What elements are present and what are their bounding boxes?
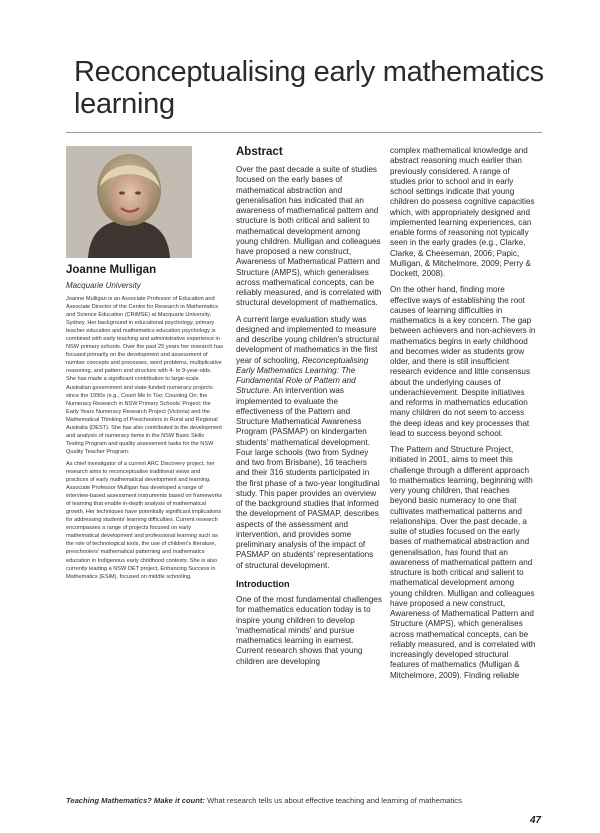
author-name: Joanne Mulligan [66,264,157,276]
body-paragraph: complex mathematical knowledge and abstract reasoning much earlier than previously considered. A range of studies prior to school and in early school settings indicate that young children do possess cognitive capacities which, with appropriately designed and implemented learning experiences, can enable forms of reasoning not typically seen in the early grades (e.g., Clarke, Clarke, & Cheeseman, 2006; Papic, Mulligan, & Mitchelmore, 2009; Perry & Dockett, 2008). [390,146,535,278]
author-bio [66,295,223,581]
text-column-2 [390,146,536,681]
body-paragraph: The Pattern and Structure Project, initiated in 2001, aims to meet this challenge through a different approach to mathematics learning, beginning with very young children, that reaches beyond basic numeracy to one that cultivates mathematical patterns and relationships. Over the past decade, a suite of studies focused on the early bases of mathematical abstraction and generalisation, has found that an awareness of mathematical pattern and structure is both critical and salient to mathematical development among young children. Mulligan and colleagues have proposed a new construct, Awareness of Mathematical Pattern and Structure (AMPS), which generalises across mathematical concepts, can be reliably measured, and is correlated with increasingly developed structural features of mathematics (Mulligan & Mitchelmore, 2009). Finding reliable [390,445,536,680]
abstract-paragraph: A current large evaluation study was designed and implemented to measure and describe young children's structural development of mathematics in the first year of schooling, Reconceptualising Early Mathematics Learning: The Fundamental Role of Pattern and Structure. An intervention was implemented to evaluate the effectiveness of the Pattern and Structure Mathematical Awareness Program (PASMAP) on kindergarten students' mathematical development. Four large schools (two from Sydney and two from Brisbane), 16 teachers and their 316 students participated in the first phase of a two-year longitudinal study. This paper provides an overview of the background studies that informed the development of PASMAP, describes aspects of the assessment and intervention, and provides some preliminary analysis of the impact of PASMAP on students' representations of structural development. [236,314,380,570]
author-affiliation: Macquarie University [66,281,141,290]
author-portrait-icon [66,146,192,258]
abstract-heading: Abstract [236,146,283,158]
title-divider [66,132,542,133]
bio-paragraph: Joanne Mulligan is an Associate Professor of Education and Associate Director of the Centre for Research in Mathematics and Science Education (CRiMSE) at Macquarie University, Sydney. Her background in educational psychology, primary teacher education and mathematics education psychology is combined with early teaching and administrative experience in NSW primary schools. Over the past 25 years her research has focused primarily on the development and assessment of number concepts and processes, word problems, multiplicative reasoning, and pattern and structure with 4- to 9-year-olds. She has made a significant contribution to large-scale Australian government and state-funded numeracy projects since the 1990s (e.g., Count Me In Too; Counting On; the Numeracy Research in NSW Primary Schools' Project; the Early Years Numeracy Research Project (Victoria) and the Mathematical Thinking of Preschoolers in Rural and Regional Australia (DEST). She has also contributed to the development and analysis of numeracy items in the NSW Basic Skills Testing Program and quality assessment tasks for the NSW Quality Teacher Program. [66,296,223,455]
abstract-paragraph: Over the past decade a suite of studies focused on the early bases of mathematical abstraction and generalisation has indicated that an awareness of mathematical pattern and structure is both critical and salient to mathematical development among young children. Mulligan and colleagues have proposed a new construct, Awareness of Mathematical Pattern and Structure (AMPS), which generalises across mathematical concepts, can be reliably measured, and is correlated with structural development of mathematics. [236,165,382,308]
introduction-paragraph: One of the most fundamental challenges for mathematics education today is to inspire young children to develop 'mathematical minds' and pursue mathematics learning in earnest. Current research shows that young children are developing [236,595,382,666]
running-footer: Teaching Mathematics? Make it count: What research tells us about effective teaching and learning of mathematics [66,796,462,805]
bio-paragraph: As chief investigator of a current ARC Discovery project, her research aims to reconceptualise traditional views and practices of early mathematical development and learning. Associate Professor Mulligan has developed a range of interview-based assessment instruments based on frameworks of learning that enable in-depth analysis of mathematical growth. Her techniques have potentially significant implications for addressing students' learning difficulties. Current research encompasses a range of projects focused on early mathematical development and professional learning such as the role of technological tools, the use of children's literature, preschoolers' mathematical patterning and mathematics education in Indigenous early childhood contexts. She is also currently leading a NSW DET project, Enhancing Success in Mathematics (ESiM), focused on middle schooling. [66,460,223,580]
study-title: Reconceptualising Early Mathematics Learning: The Fundamental Role of Pattern and Structure [236,355,369,396]
body-paragraph: On the other hand, finding more effective ways of establishing the root causes of learning difficulties in mathematics is a key concern. The gap between achievers and non-achievers in mathematics begins in early childhood and becomes wider as students grow older, and there is still insufficient research evidence and little consensus about the underlying causes of underachievement. Despite initiatives and reforms in mathematics education many children do not seem to access the deep ideas and key processes that lead to success beyond school. [390,285,536,438]
article-title: Reconceptualising early mathematics learning [74,56,544,120]
author-photo [66,146,192,258]
introduction-heading: Introduction [236,578,290,589]
text-column-1 [236,146,382,667]
page-number: 47 [530,815,542,826]
